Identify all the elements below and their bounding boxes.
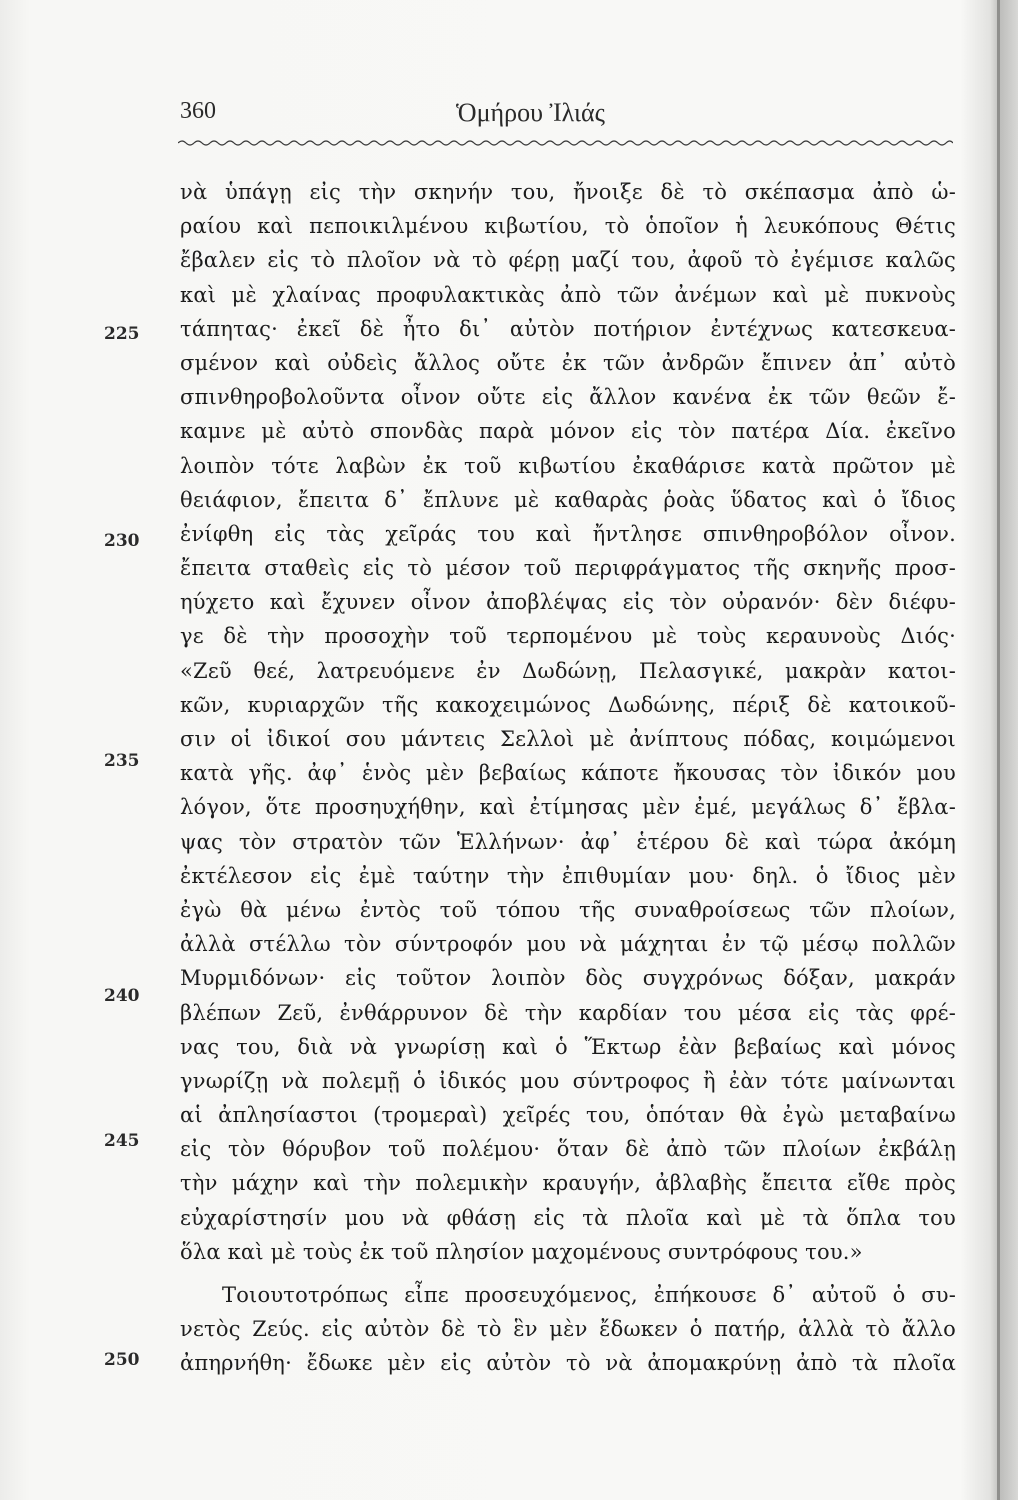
text-line: εὐχαρίστησίν μου νὰ φθάσῃ εἰς τὰ πλοῖα καὶ μὲ τὰ ὅπλα του [180, 1205, 956, 1230]
text-line: τάπητας· ἐκεῖ δὲ ἦτο δι᾽ αὐτὸν ποτήριον ἐντέχνως κατεσκευα- [180, 316, 956, 341]
page-edge-shadow [997, 0, 1000, 1500]
text-line: εἰς τὸν θόρυβον τοῦ πολέμου· ὅταν δὲ ἀπὸ τῶν πλοίων ἐκβάλῃ [180, 1137, 956, 1162]
text-line: γε δὲ τὴν προσοχὴν τοῦ τερπομένου μὲ τοὺς κεραυνοὺς Διός· [180, 624, 956, 649]
text-line: ἀλλὰ στέλλω τὸν σύντροφόν μου νὰ μάχηται ἐν τῷ μέσῳ πολλῶν [180, 932, 956, 957]
text-line: ηύχετο καὶ ἔχυνεν οἶνον ἀποβλέψας εἰς τὸν οὐρανόν· δὲν διέφυ- [180, 590, 956, 615]
text-line: Τοιουτοτρόπως εἶπε προσευχόμενος, ἐπήκουσε δ᾽ αὐτοῦ ὁ συ- [222, 1283, 956, 1307]
paragraph-1 [180, 175, 956, 1269]
line-number-240: 240 [104, 986, 140, 1006]
text-line: ψας τὸν στρατὸν τῶν Ἑλλήνων· ἀφ᾽ ἑτέρου δὲ καὶ τώρα ἀκόμη [180, 829, 956, 854]
text-line: «Ζεῦ θεέ, λατρευόμενε ἐν Δωδώνῃ, Πελασγικέ, μακρὰν κατοι- [180, 658, 956, 683]
text-line: ὅλα καὶ μὲ τοὺς ἐκ τοῦ πλησίον μαχομένους συντρόφους του.» [180, 1239, 863, 1264]
running-title: Ὁμήρου Ἰλιάς [456, 98, 605, 127]
line-number-250: 250 [104, 1350, 140, 1370]
header-wavy-rule [178, 138, 953, 148]
text-line: ἐκτέλεσον εἰς ἐμὲ ταύτην τὴν ἐπιθυμίαν μου· δηλ. ὁ ἴδιος μὲν [180, 863, 956, 888]
text-line: βλέπων Ζεῦ, ἐνθάρρυνον δὲ τὴν καρδίαν του μέσα εἰς τὰς φρέ- [180, 1000, 956, 1025]
text-line: νας του, διὰ νὰ γνωρίσῃ καὶ ὁ Ἕκτωρ ἐὰν βεβαίως καὶ μόνος [180, 1034, 956, 1059]
text-line: λόγον, ὅτε προσηυχήθην, καὶ ἐτίμησας μὲν ἐμέ, μεγάλως δ᾽ ἔβλα- [180, 795, 956, 820]
text-line: ἀπηρνήθη· ἔδωκε μὲν εἰς αὐτὸν τὸ νὰ ἀπομακρύνῃ ἀπὸ τὰ πλοῖα [180, 1351, 956, 1376]
text-line: ἐνίφθη εἰς τὰς χεῖράς του καὶ ἤντλησε σπινθηροβόλον οἶνον. [180, 521, 956, 546]
text-line: ἔπειτα σταθεὶς εἰς τὸ μέσον τοῦ περιφράγματος τῆς σκηνῆς προσ- [180, 556, 956, 581]
text-line: καμνε μὲ αὐτὸ σπονδὰς παρὰ μόνον εἰς τὸν πατέρα Δία. ἐκεῖνο [180, 419, 956, 444]
page-number: 360 [180, 98, 216, 124]
text-line: κῶν, κυριαρχῶν τῆς κακοχειμώνος Δωδώνης, πέριξ δὲ κατοικοῦ- [180, 692, 956, 717]
text-line: κατὰ γῆς. ἀφ᾽ ἑνὸς μὲν βεβαίως κάποτε ἤκουσας τὸν ἰδικόν μου [180, 761, 956, 786]
line-number-245: 245 [104, 1131, 140, 1151]
text-line: νετὸς Ζεύς. εἰς αὐτὸν δὲ τὸ ἓν μὲν ἔδωκεν ὁ πατήρ, ἀλλὰ τὸ ἄλλο [180, 1317, 956, 1342]
text-line: γνωρίζῃ νὰ πολεμῇ ὁ ἰδικός μου σύντροφος ἢ ἐὰν τότε μαίνωνται [180, 1068, 956, 1093]
text-line: καὶ μὲ χλαίνας προφυλακτικὰς ἀπὸ τῶν ἀνέμων καὶ μὲ πυκνοὺς [180, 282, 956, 307]
text-line: αἱ ἀπλησίαστοι (τρομεραὶ) χεῖρές του, ὁπόταν θὰ ἐγὼ μεταβαίνω [180, 1103, 956, 1128]
text-line: τὴν μάχην καὶ τὴν πολεμικὴν κραυγήν, ἀβλαβὴς ἔπειτα εἴθε πρὸς [180, 1171, 956, 1196]
text-line: σπινθηροβολοῦντα οἶνον οὔτε εἰς ἄλλον κανένα ἐκ τῶν θεῶν ἔ- [180, 385, 956, 410]
text-line: νὰ ὑπάγῃ εἰς τὴν σκηνήν του, ἤνοιξε δὲ τὸ σκέπασμα ἀπὸ ὡ- [180, 180, 956, 204]
paragraph-2 [180, 1278, 956, 1381]
text-line: σιν οἱ ἰδικοί σου μάντεις Σελλοὶ μὲ ἀνίπτους πόδας, κοιμώμενοι [180, 727, 956, 751]
body-text [180, 175, 956, 1381]
text-line: Μυρμιδόνων· εἰς τοῦτον λοιπὸν δὸς συγχρόνως δόξαν, μακράν [180, 966, 956, 991]
text-line: ἐγὼ θὰ μένω ἐντὸς τοῦ τόπου τῆς συναθροίσεως τῶν πλοίων, [180, 897, 956, 922]
line-number-230: 230 [104, 531, 140, 551]
text-line: ραίου καὶ πεποικιλμένου κιβωτίου, τὸ ὁποῖον ἡ λευκόπους Θέτις [180, 214, 956, 239]
text-line: ἔβαλεν εἰς τὸ πλοῖον νὰ τὸ φέρῃ μαζί του, ἀφοῦ τὸ ἐγέμισε καλῶς [180, 248, 956, 273]
text-line: θειάφιον, ἔπειτα δ᾽ ἔπλυνε μὲ καθαρὰς ῥοὰς ὕδατος καὶ ὁ ἴδιος [180, 487, 956, 512]
line-number-225: 225 [104, 324, 140, 344]
text-line: λοιπὸν τότε λαβὼν ἐκ τοῦ κιβωτίου ἐκαθάρισε κατὰ πρῶτον μὲ [180, 453, 956, 478]
line-number-235: 235 [104, 751, 140, 771]
text-line: σμένον καὶ οὐδεὶς ἄλλος οὔτε ἐκ τῶν ἀνδρῶν ἔπινεν ἀπ᾽ αὐτὸ [180, 350, 956, 375]
